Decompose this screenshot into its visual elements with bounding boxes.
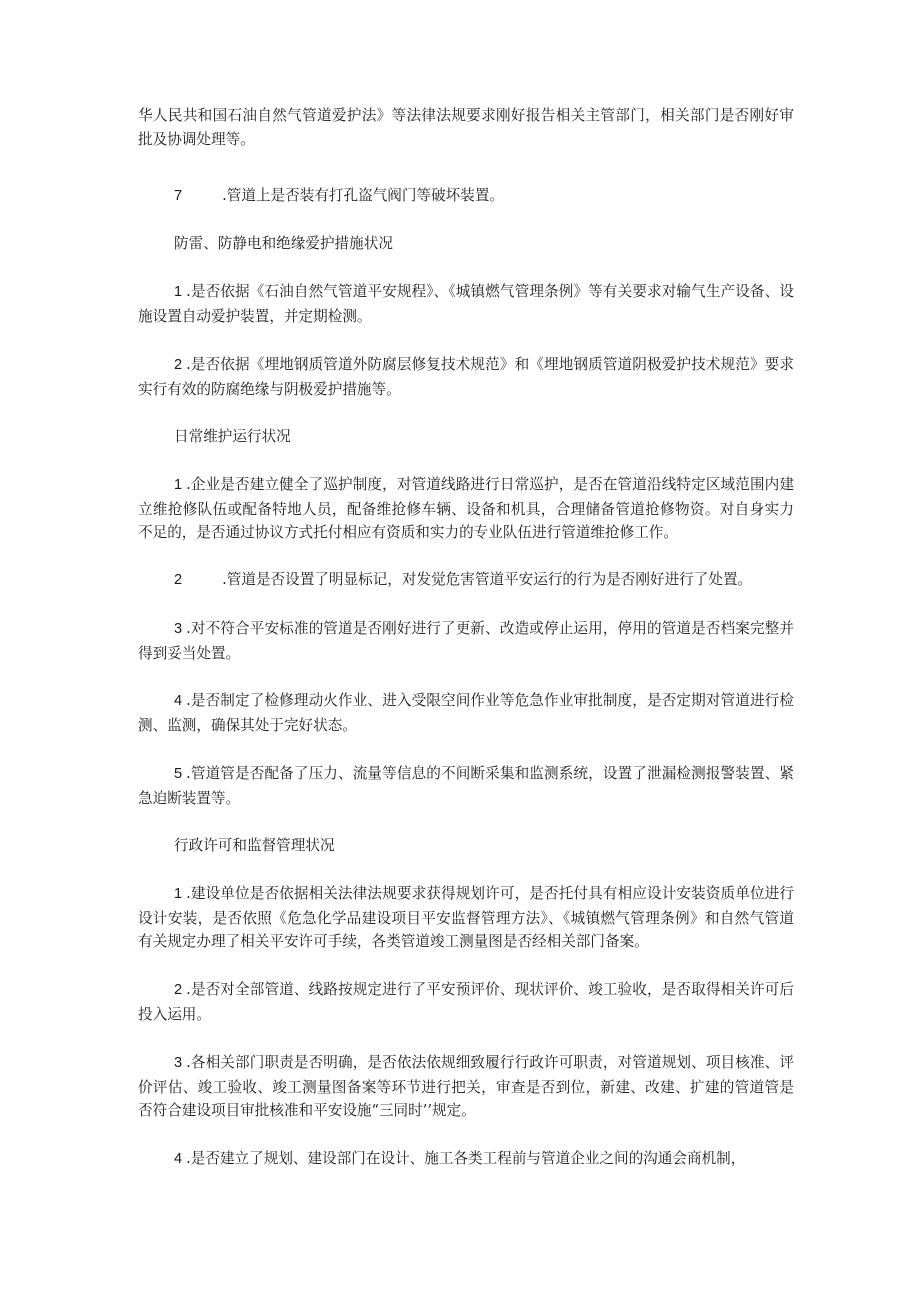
item-text: .是否建立了规划、建设部门在设计、施工各类工程前与管道企业之间的沟通会商机制， xyxy=(186,1150,746,1167)
item-number: 2 xyxy=(174,572,183,588)
item-4-maintenance xyxy=(138,689,794,737)
item-3-maintenance xyxy=(138,617,794,665)
item-number: 2 xyxy=(174,982,183,998)
item-number: 2 xyxy=(174,357,183,373)
item-3-permits xyxy=(138,1051,794,1123)
item-2-permits xyxy=(138,978,794,1026)
item-number: 1 xyxy=(174,477,183,493)
item-1-permits xyxy=(138,882,794,954)
item-number: 3 xyxy=(174,621,183,637)
item-number: 1 xyxy=(174,284,183,300)
item-number: 4 xyxy=(174,1151,183,1167)
item-number: 1 xyxy=(174,886,183,902)
section-heading-daily-maintenance: 日常维护运行状况 xyxy=(174,428,291,445)
item-text: .是否依据《埋地钢质管道外防腐层修复技术规范》和《埋地钢质管道阴极爱护技术规范》要求实行有效的防腐绝缘与阴极爱护措施等。 xyxy=(138,356,794,398)
item-7 xyxy=(138,184,794,209)
item-text: .是否对全部管道、线路按规定进行了平安预评价、现状评价、竣工验收，是否取得相关许可后投入运用。 xyxy=(138,981,794,1023)
item-text: .企业是否建立健全了巡护制度，对管道线路进行日常巡护，是否在管道沿线特定区域范围内建立维抢修队伍或配备特地人员，配备维抢修车辆、设备和机具，合理储备管道抢修物资。对自身实力不足的，是否通过协议方式托付相应有资质和实力的专业队伍进行管道维抢修工作。 xyxy=(138,476,794,541)
paragraph-continuation: 华人民共和国石油自然气管道爱护法》等法律法规要求刚好报告相关主管部门，相关部门是否刚好审批及协调处理等。 xyxy=(138,107,794,148)
item-5-maintenance xyxy=(138,762,794,810)
item-text: .管道管是否配备了压力、流量等信息的不间断采集和监测系统，设置了泄漏检测报警装置、紧急迫断装置等。 xyxy=(138,765,794,807)
section-heading-lightning-protection: 防雷、防静电和绝缘爱护措施状况 xyxy=(174,235,393,252)
section-heading-administrative-permits: 行政许可和监督管理状况 xyxy=(174,837,335,854)
item-1-maintenance xyxy=(138,473,794,545)
item-2-maintenance xyxy=(138,568,794,593)
item-number: 4 xyxy=(174,693,183,709)
item-text: .管道上是否装有打孔盗气阀门等破坏装置。 xyxy=(222,187,505,204)
item-text: .各相关部门职责是否明确，是否依法依规细致履行行政许可职责，对管道规划、项目核准、评价评估、竣工验收、竣工测量图备案等环节进行把关，审查是否到位，新建、改建、扩建的管道管是否符合建设项目审批核准和平安设施“三同时’’规定。 xyxy=(138,1054,794,1119)
item-text: .对不符合平安标准的管道是否刚好进行了更新、改造或停止运用，停用的管道是否档案完整并得到妥当处置。 xyxy=(138,620,794,662)
item-number: 7 xyxy=(174,188,183,204)
item-text: .是否制定了检修理动火作业、进入受限空间作业等危急作业审批制度，是否定期对管道进行检测、监测，确保其处于完好状态。 xyxy=(138,692,794,734)
item-number: 5 xyxy=(174,766,183,782)
item-text: .建设单位是否依据相关法律法规要求获得规划许可，是否托付具有相应设计安装资质单位进行设计安装，是否依照《危急化学品建设项目平安监督管理方法》、《城镇燃气管理条例》和自然气管道有关规定办理了相关平安许可手续，各类管道竣工测量图是否经相关部门备案。 xyxy=(138,885,794,950)
item-text: .是否依据《石油自然气管道平安规程》、《城镇燃气管理条例》等有关要求对输气生产设备、设施设置自动爱护装置，并定期检测。 xyxy=(138,283,794,325)
item-1-protection xyxy=(138,280,794,328)
item-text: .管道是否设置了明显标记，对发觉危害管道平安运行的行为是否刚好进行了处置。 xyxy=(222,571,753,588)
item-4-permits xyxy=(138,1147,794,1172)
item-number: 3 xyxy=(174,1055,183,1071)
item-2-protection xyxy=(138,353,794,401)
